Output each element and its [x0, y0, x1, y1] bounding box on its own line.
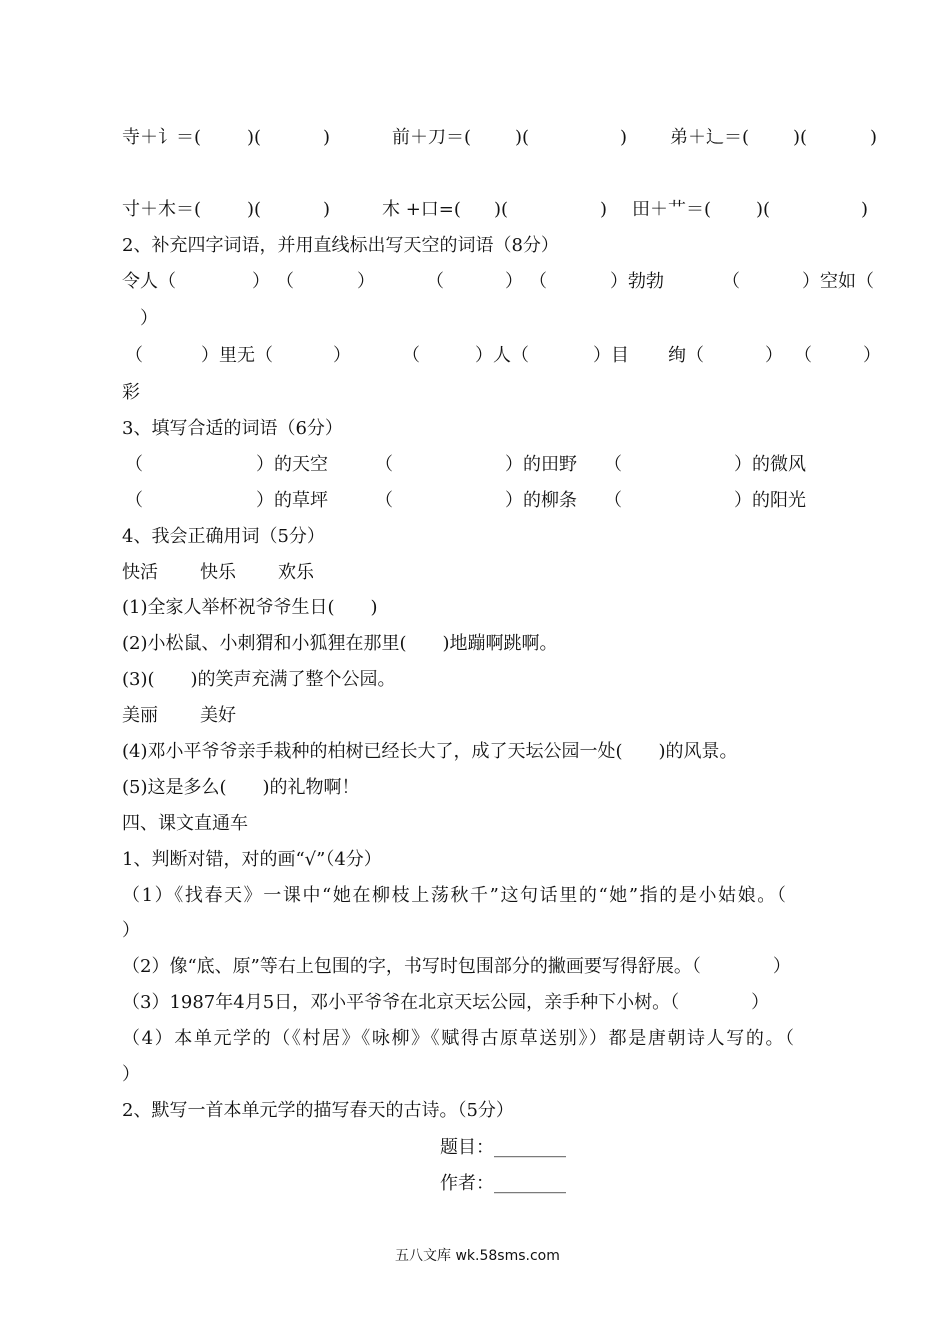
char-combo-blank: ) [323, 199, 331, 220]
char-combo-prompt: 寺＋讠＝( [122, 127, 202, 148]
idiom-blank: ）勃勃 [610, 271, 664, 292]
idiom-blank: 绚（ [668, 345, 704, 366]
idiom-blank: ） [333, 345, 351, 366]
fill-word-blank: ）的微风 [734, 454, 806, 475]
char-combo-blank: )( [247, 199, 262, 220]
fill-word-blank: ）的草坪 [256, 490, 328, 511]
idiom-blank: （ [125, 345, 143, 366]
idiom-blank: ）目 [593, 345, 629, 366]
word-choice: 快活 [122, 562, 158, 583]
idiom-blank: ） [505, 271, 523, 292]
char-combo-blank: )( [494, 199, 509, 220]
word-choice: 快乐 [200, 562, 236, 583]
word-choice: 美好 [200, 705, 236, 726]
char-combo-blank: ) [600, 199, 608, 220]
idiom-blank: （ [276, 271, 294, 292]
word-choice: 欢乐 [278, 562, 314, 583]
idiom-blank: ） [863, 345, 881, 366]
idiom-blank: （ [794, 345, 812, 366]
fill-word-blank: （ [375, 490, 393, 511]
idiom-blank: 令人（ [122, 271, 176, 292]
idiom-blank: ） [765, 345, 783, 366]
char-combo-prompt: 前＋刀＝( [392, 127, 472, 148]
idiom-blank: （ [722, 271, 740, 292]
idiom-blank: ）人（ [475, 345, 529, 366]
idiom-blank: （ [402, 345, 420, 366]
char-combo-prompt: 田＋艹＝( [632, 199, 712, 220]
idiom-blank: （ [529, 271, 547, 292]
char-combo-blank: )( [515, 127, 530, 148]
char-combo-prompt: 寸＋木＝( [122, 199, 202, 220]
fill-word-blank: （ [604, 454, 622, 475]
char-combo-prompt: 弟＋辶＝( [670, 127, 750, 148]
fill-word-blank: ）的天空 [256, 454, 328, 475]
char-combo-blank: ) [620, 127, 628, 148]
idiom-blank: ） [357, 271, 375, 292]
char-combo-blank: ) [323, 127, 331, 148]
fill-word-blank: ）的阳光 [734, 490, 806, 511]
idiom-blank: ）里无（ [201, 345, 273, 366]
char-combo-blank: )( [756, 199, 771, 220]
char-combo-blank: ) [870, 127, 878, 148]
word-choice: 美丽 [122, 705, 158, 726]
fill-word-blank: （ [125, 490, 143, 511]
fill-word-blank: （ [604, 490, 622, 511]
char-combo-prompt: 木 +口=( [382, 199, 461, 220]
fill-word-blank: ）的柳条 [505, 490, 577, 511]
char-combo-blank: )( [793, 127, 808, 148]
fill-word-blank: ）的田野 [505, 454, 577, 475]
idiom-blank: ） [252, 271, 270, 292]
char-combo-blank: )( [247, 127, 262, 148]
idiom-blank: ）空如（ [802, 271, 874, 292]
fill-word-blank: （ [125, 454, 143, 475]
idiom-blank: （ [426, 271, 444, 292]
char-combo-blank: ) [861, 199, 869, 220]
fill-word-blank: （ [375, 454, 393, 475]
